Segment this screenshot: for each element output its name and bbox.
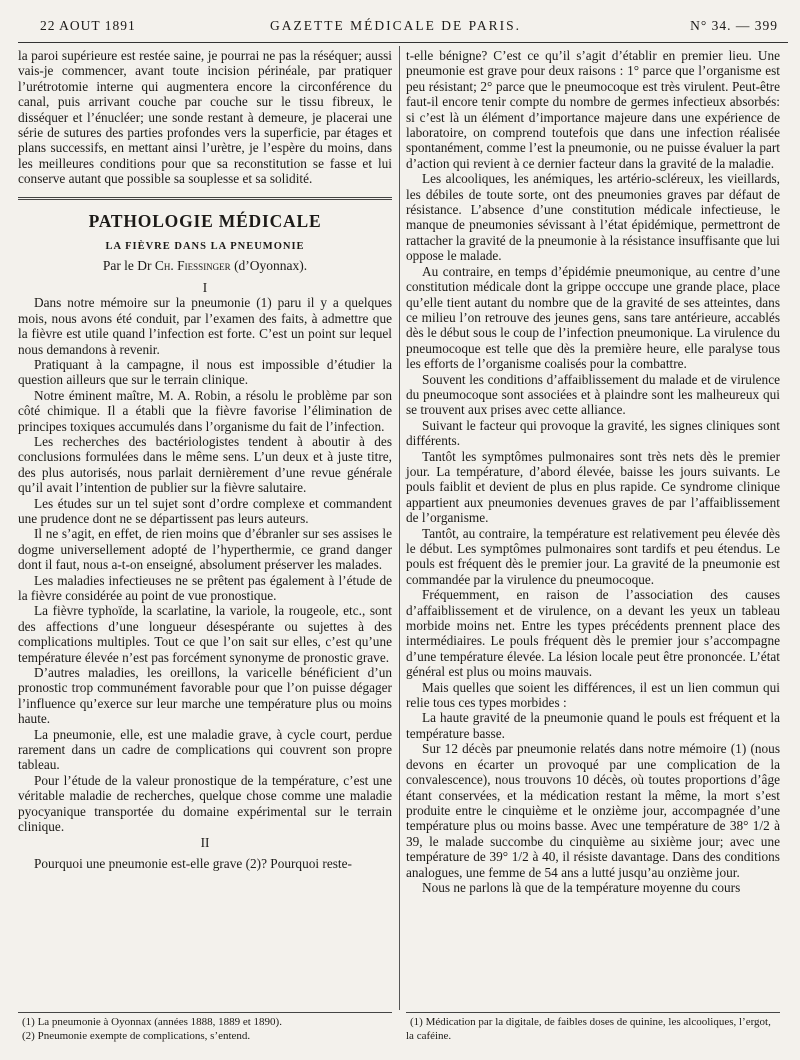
section-title: PATHOLOGIE MÉDICALE bbox=[88, 210, 322, 231]
paragraph: Suivant le facteur qui provoque la gravité, les signes cliniques sont différents. bbox=[406, 417, 780, 449]
article-title: LA FIÈVRE DANS LA PNEUMONIE bbox=[105, 241, 305, 253]
paragraph: Tantôt, au contraire, la température est relativement peu élevée dès le début. Les symptômes pulmonaires sont tardifs et peu étendus. Le pouls est fréquent dès le premier jour. La gravité de la pneumonie est commandée par la virulence du pneumocoque. bbox=[406, 525, 780, 587]
author-name: Ch. Fiessinger bbox=[154, 258, 231, 274]
header-journal-title: GAZETTE MÉDICALE DE PARIS. bbox=[270, 18, 521, 33]
paragraph: La haute gravité de la pneumonie quand le pouls est fréquent et la température basse. bbox=[406, 710, 780, 741]
footnotes-left bbox=[18, 1012, 392, 1043]
left-column bbox=[18, 48, 392, 871]
column-divider bbox=[399, 46, 400, 1010]
right-column bbox=[406, 48, 780, 895]
byline bbox=[18, 258, 392, 273]
byline-suffix: (d’Oyonnax). bbox=[234, 258, 308, 274]
paragraph: Il ne s’agit, en effet, de rien moins que d’ébranler sur ses assises le dogme universellement adopté de l’hyperthermie, ce grand danger dont il faut, nous a-t-on enseigné, absolument préserver les malades. bbox=[18, 526, 392, 573]
paragraph: Pourquoi une pneumonie est-elle grave (2)? Pourquoi reste- bbox=[34, 855, 352, 871]
paragraph: Souvent les conditions d’affaiblissement du malade et de virulence du pneumocoque sont associées et à plaindre sont les malheureux qui se trouvent aux prises avec cette alliance. bbox=[406, 371, 780, 418]
paragraph: La fièvre typhoïde, la scarlatine, la variole, la rougeole, etc., sont des affections d’une longueur désespérante ou sujettes à des complications multiples. Tout ce que l’on sait sur elles, c’est qu’une température élevée n’est pas forcément synonyme de pronostic grave. bbox=[18, 603, 392, 665]
paragraph: Sur 12 décès par pneumonie relatés dans notre mémoire (1) (nous devons en écarter un provoqué par une complication de la convalescence), nous trouvons 10 décès, où toutes proportions d’âge étant conservées, et la médication restant la même, la mort s’est produite entre le cinquième et le onzième jour, accompagnée d’une température plus ou moins basse. Avec une température de 38° 1/2 à 39, le malade succombe du cinquième au sixième jour; avec une température de 39° 1/2 à 40, il résiste davantage. Dans des conditions analogues, une femme de 54 ans a lutté jusqu’au onzième jour. bbox=[406, 741, 780, 880]
part-number-one: I bbox=[202, 279, 208, 295]
paragraph: Pratiquant à la campagne, il nous est impossible d’étudier la question ailleurs que sur le terrain clinique. bbox=[18, 356, 392, 388]
paragraph: Les recherches des bactériologistes tendent à aboutir à des conclusions formulées dans le même sens. L’un deux et à juste titre, des plus autorisés, nous parlait dernièrement d’une revue générale qu’il avait l’intention de publier sur la fièvre salutaire. bbox=[18, 433, 392, 496]
paragraph: Mais quelles que soient les différences, il est un lien commun qui relie tous ces types morbides : bbox=[406, 679, 780, 711]
paragraph: Les études sur un tel sujet sont d’ordre complexe et commandent une prudence dont ne se départissent pas leurs auteurs. bbox=[18, 495, 392, 526]
header-date: 22 AOUT 1891 bbox=[40, 18, 136, 33]
section-separator bbox=[18, 197, 392, 200]
paragraph: D’autres maladies, les oreillons, la varicelle bénéficient d’un pronostic trop communément favorable pour que l’on puisse dégager l’influence qu’exerce sur leur marche une température plus ou moins haute. bbox=[18, 665, 392, 727]
paragraph: Au contraire, en temps d’épidémie pneumonique, au centre d’une constitution médicale dont la grippe occcupe une grande place, place qu’elle tient autant du nombre que de la gravité de ses atteintes, dans ce milieu l’on retrouve des jeunes gens, sans tare antérieure, accablés dès le début sous le coup de l’infection pneumonique. La virulence du pneumocoque est telle que dès la première heure, elle paralyse tous les efforts de l’organisme coalisés pour la combattre. bbox=[406, 263, 780, 372]
footnote: (1) Médication par la digitale, de faibles doses de quinine, les alcooliques, l’ergot, la caféine. bbox=[406, 1016, 771, 1042]
header-issue-page: N° 34. — 399 bbox=[690, 18, 778, 33]
byline-prefix: Par le Dr bbox=[102, 258, 152, 274]
part-number-two: II bbox=[200, 834, 210, 850]
footnote-rule bbox=[18, 1012, 392, 1013]
intro-paragraph: la paroi supérieure est restée saine, je pourrai ne pas la réséquer; aussi vais-je commencer, avant toute incision périnéale, par pratiquer l’urétrotomie interne qui augmentera encore la circonférence du canal, puis arrivant couche par couche sur le tissu fibreux, le disséquer et l’énucléer; une sonde restant à demeure, je placerai une série de sutures des parties profondes vers la superficie, par étages et plans successifs, en mettant ainsi l’urètre, je l’espère du moins, dans les meilleures conditions pour que sa reconstitution se fasse et lui conserve autant que possible sa souplesse et sa solidité. bbox=[18, 48, 392, 187]
paragraph: Dans notre mémoire sur la pneumonie (1) paru il y a quelques mois, nous avons été conduit, par l’examen des faits, à admettre que la fièvre est utile quand l’infection est forte. C’est un point sur lequel nous demandons à revenir. bbox=[18, 295, 392, 357]
paragraph: Les alcooliques, les anémiques, les artério-scléreux, les vieillards, les débiles de toute sorte, ont des pneumonies graves par défaut de résistance. L’absence d’une constitution médicale infectieuse, le manque de pneumonies sévissant à l’état épidémique, permettront de rattacher la gravité de la pneumonie à la résistance insuffisante que lui oppose le malade. bbox=[406, 171, 780, 264]
footnote: (2) Pneumonie exempte de complications, s’entend. bbox=[22, 1029, 251, 1042]
paragraph: Fréquemment, en raison de l’association des causes d’affaiblissement et de virulence, on a devant les yeux un tableau morbide moins net. Entre les types précédents prennent place des intermédiaires. Le pouls fréquent dès le premier jour s’accompagne d’une température élevée. La lésion locale peut être prononcée. L’état général est plus ou moins mauvais. bbox=[406, 587, 780, 680]
paragraph: Nous ne parlons là que de la température moyenne du cours bbox=[422, 879, 741, 895]
paragraph: Pour l’étude de la valeur pronostique de la température, c’est une véritable maladie de recherches, quelque chose comme une maladie pyocyanique transportée du domaine expérimental sur le terrain clinique. bbox=[18, 772, 392, 835]
paragraph: La pneumonie, elle, est une maladie grave, à cycle court, perdue rarement dans un cadre de complications qui couvrent son propre tableau. bbox=[18, 726, 392, 773]
paragraph: Tantôt les symptômes pulmonaires sont très nets dès le premier jour. La température, d’abord élevée, baisse les jours suivants. Le pouls faiblit et devient de plus en plus rapide. Ce syndrome clinique appartient aux pneumonies devenues graves de par l’affaiblissement de l’organisme. bbox=[406, 448, 780, 526]
header-rule bbox=[18, 42, 788, 43]
footnotes-right bbox=[406, 1012, 780, 1043]
page-header bbox=[40, 16, 778, 38]
paragraph: t-elle bénigne? C’est ce qu’il s’agit d’établir en premier lieu. Une pneumonie est grave pour deux raisons : 1° parce que l’organisme est peu résistant; 2° parce que le pneumocoque est très virulent. Peut-être faut-il encore tenir compte du nombre de germes infectieux absorbés: si c’est là un élément d’importance majeure dans une expérience de laboratoire, on comprend toutefois que dans une infection réalisée spontanément, comme l’est la pneumonie, ou ne puisse évaluer la part d’action qui revient à ce dernier facteur dans la gravité de la maladie. bbox=[406, 48, 780, 171]
footnote-rule bbox=[406, 1012, 780, 1013]
footnote: (1) La pneumonie à Oyonnax (années 1888, 1889 et 1890). bbox=[22, 1016, 282, 1028]
paragraph: Les maladies infectieuses ne se prêtent pas également à l’étude de la fièvre considérée au point de vue pronostique. bbox=[18, 572, 392, 603]
paragraph: Notre éminent maître, M. A. Robin, a résolu le problème par son côté chimique. Il a établi que la fièvre favorise l’élimination de principes toxiques accumulés dans l’organisme du fait de l’infection. bbox=[18, 387, 392, 434]
